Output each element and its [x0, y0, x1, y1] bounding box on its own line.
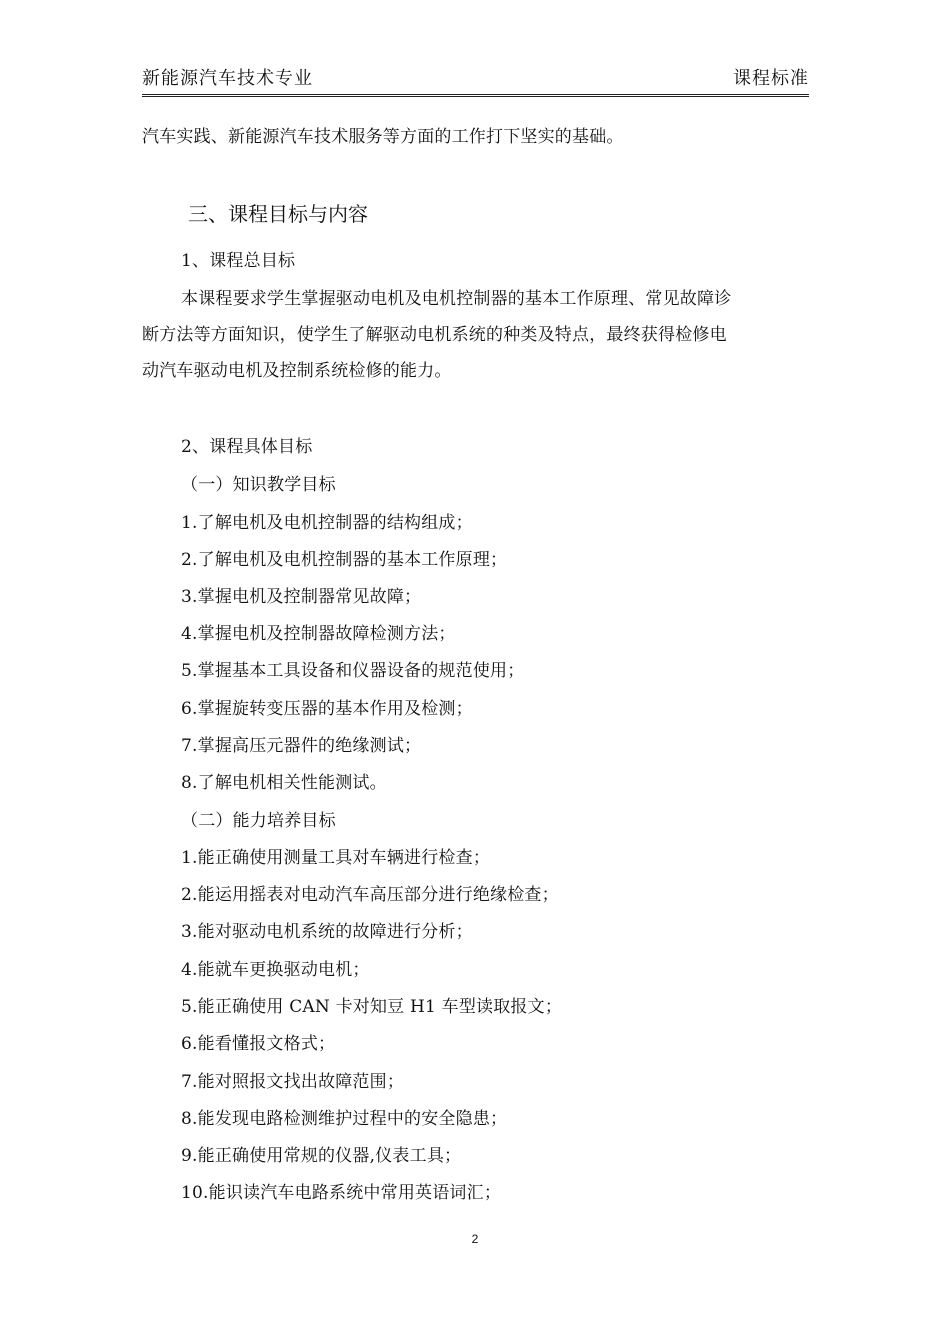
page-number: 2	[471, 1232, 479, 1246]
knowledge-item: 4.掌握电机及控制器故障检测方法；	[181, 624, 456, 644]
specific-goal-heading: 2、课程具体目标	[181, 437, 313, 457]
knowledge-item: 8.了解电机相关性能测试。	[181, 773, 387, 793]
overall-goal-heading: 1、课程总目标	[181, 251, 296, 271]
overall-goal-line-2: 断方法等方面知识，使学生了解驱动电机系统的种类及特点，最终获得检修电	[142, 325, 727, 345]
header-doc-type: 课程标准	[733, 68, 809, 89]
intro-tail-paragraph: 汽车实践、新能源汽车技术服务等方面的工作打下坚实的基础。	[142, 127, 624, 147]
ability-item: 1.能正确使用测量工具对车辆进行检查；	[181, 848, 491, 868]
overall-goal-line-3: 动汽车驱动电机及控制系统检修的能力。	[142, 361, 452, 381]
section-title: 三、课程目标与内容	[188, 202, 368, 226]
ability-item: 3.能对驱动电机系统的故障进行分析；	[181, 922, 473, 942]
ability-item: 4.能就车更换驱动电机；	[181, 960, 370, 980]
ability-item: 7.能对照报文找出故障范围；	[181, 1072, 405, 1092]
ability-item: 9.能正确使用常规的仪器,仪表工具；	[181, 1146, 462, 1166]
page-header	[142, 62, 809, 92]
ability-item: 5.能正确使用 CAN 卡对知豆 H1 车型读取报文；	[181, 997, 563, 1017]
ability-item: 10.能识读汽车电路系统中常用英语词汇；	[181, 1183, 502, 1203]
ability-heading: （二）能力培养目标	[181, 811, 336, 831]
ability-item: 2.能运用摇表对电动汽车高压部分进行绝缘检查；	[181, 885, 559, 905]
knowledge-heading: （一）知识教学目标	[181, 475, 336, 495]
knowledge-item: 2.了解电机及电机控制器的基本工作原理；	[181, 550, 508, 570]
overall-goal-line-1: 本课程要求学生掌握驱动电机及电机控制器的基本工作原理、常见故障诊	[181, 289, 732, 309]
header-program-name: 新能源汽车技术专业	[142, 68, 313, 89]
knowledge-item: 5.掌握基本工具设备和仪器设备的规范使用；	[181, 661, 525, 681]
knowledge-item: 3.掌握电机及控制器常见故障；	[181, 587, 422, 607]
knowledge-item: 6.掌握旋转变压器的基本作用及检测；	[181, 699, 473, 719]
ability-item: 8.能发现电路检测维护过程中的安全隐患；	[181, 1109, 508, 1129]
knowledge-item: 7.掌握高压元器件的绝缘测试；	[181, 736, 422, 756]
knowledge-item: 1.了解电机及电机控制器的结构组成；	[181, 513, 473, 533]
header-divider	[142, 94, 809, 97]
ability-item: 6.能看懂报文格式；	[181, 1034, 336, 1054]
